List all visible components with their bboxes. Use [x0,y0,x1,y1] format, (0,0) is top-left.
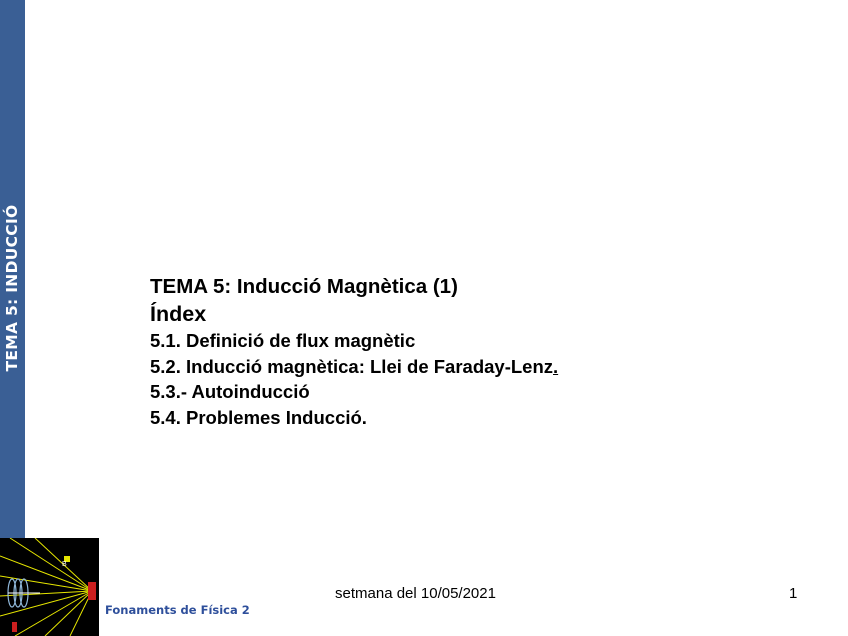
magnetic-field-lines-icon [0,538,99,636]
index-item-1: 5.1. Definició de flux magnètic [150,330,416,351]
index-item-3: 5.3.- Autoinducció [150,381,310,402]
index-item-4: 5.4. Problemes Inducció. [150,406,367,428]
index-item-2-text: 5.2. Inducció magnètica: Llei de Faraday-Lenz [150,355,553,377]
slide-title: TEMA 5: Inducció Magnètica (1) [150,275,458,298]
footer-date: setmana del 10/05/2021 [335,585,496,602]
index-item-2 [150,354,558,380]
logo-label: B [62,561,67,568]
page-number: 1 [789,585,798,602]
slide-content [150,274,558,430]
course-logo [0,538,99,636]
sidebar-title: TEMA 5: INDUCCIÓ [3,204,21,372]
index-heading: Índex [150,302,207,326]
index-item-2-suffix: . [553,355,559,377]
footer-course-name: Fonaments de Física 2 [105,603,250,617]
